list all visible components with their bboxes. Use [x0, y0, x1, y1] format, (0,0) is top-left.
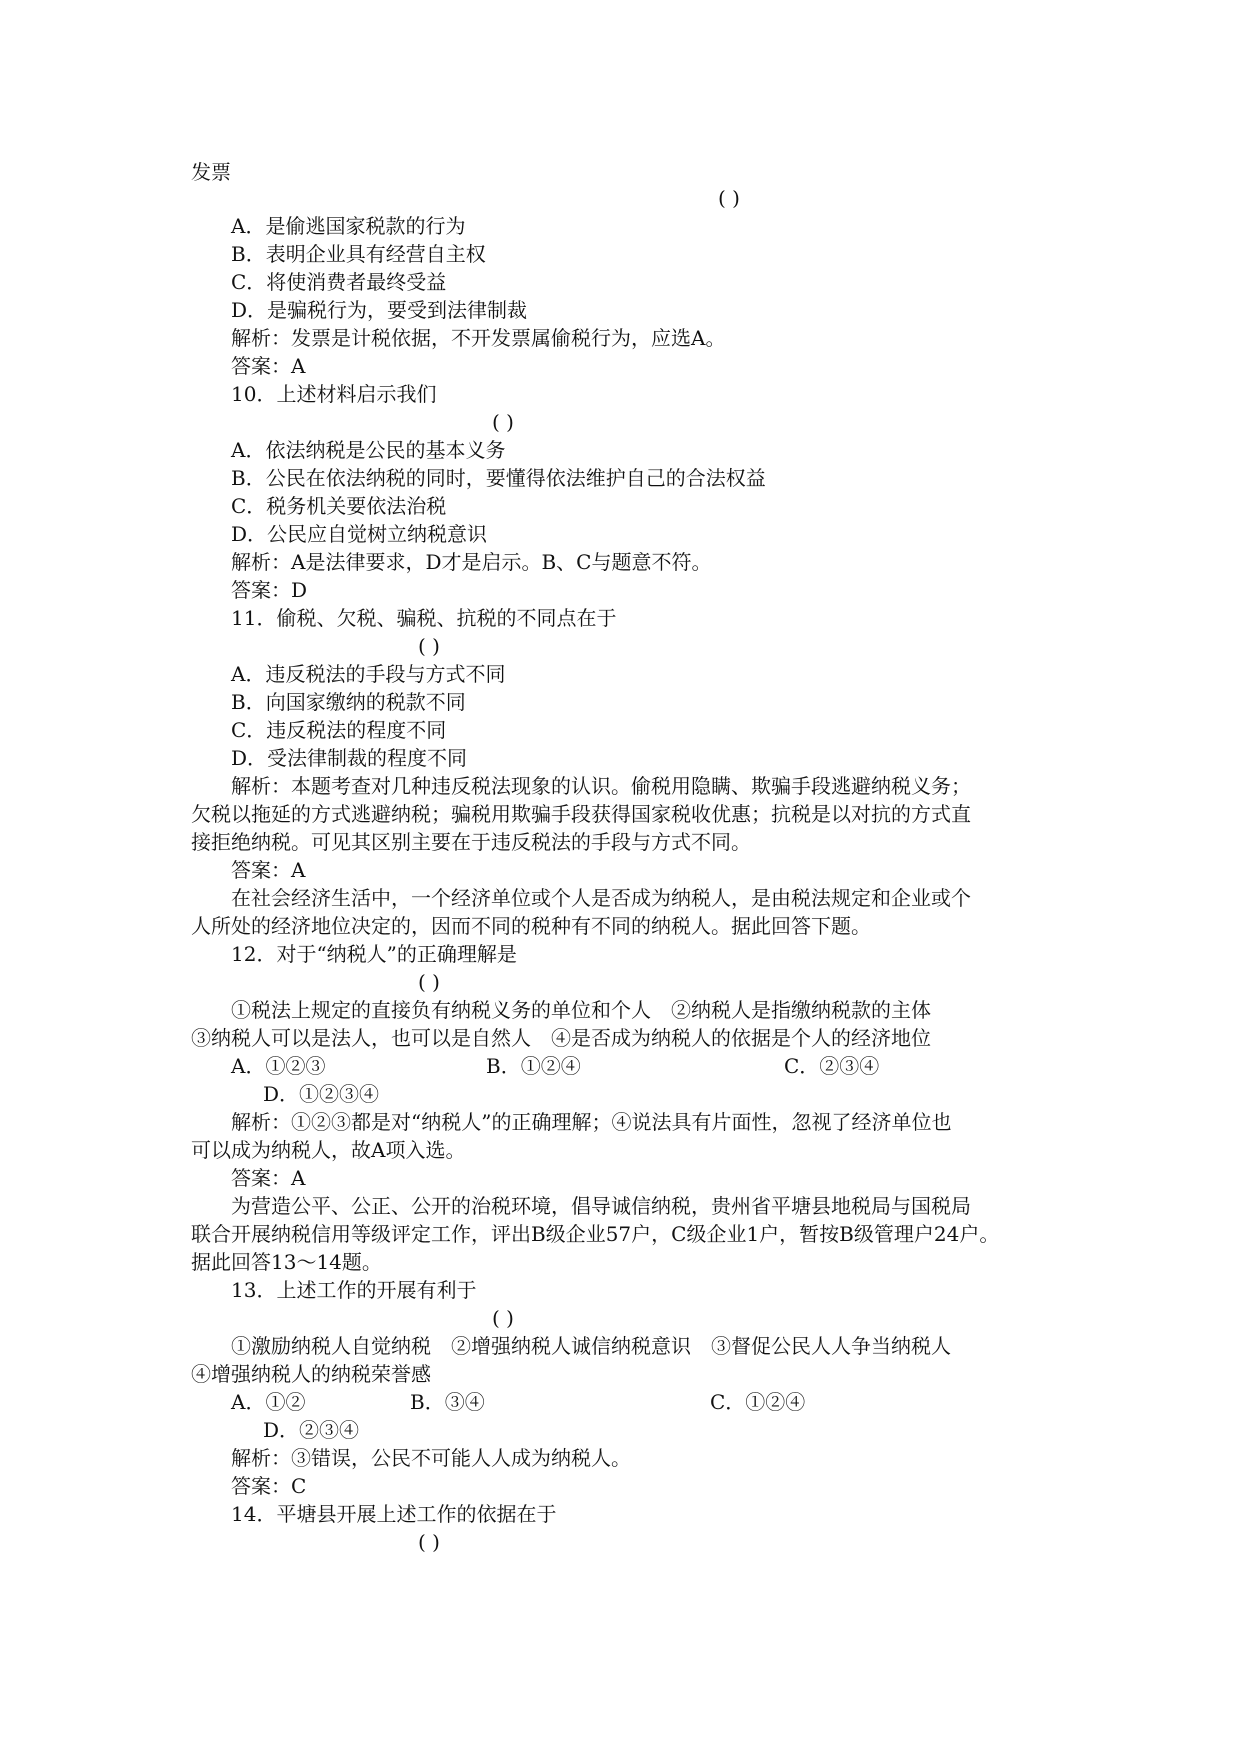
analysis-cont: 欠税以拖延的方式逃避纳税；骗税用欺骗手段获得国家税收优惠；抗税是以对抗的方式直 [191, 802, 971, 826]
option-c: C．税务机关要依法治税 [231, 494, 447, 518]
statements: ④增强纳税人的纳税荣誉感 [191, 1362, 431, 1386]
material-text: 据此回答13～14题。 [191, 1250, 382, 1274]
option-a: A．是偷逃国家税款的行为 [231, 214, 466, 238]
option-b: B．表明企业具有经营自主权 [231, 242, 486, 266]
answer-bracket: ( ) [492, 410, 514, 434]
option-b: B．③④ [410, 1390, 485, 1414]
option-d: D．是骗税行为，要受到法律制裁 [231, 298, 528, 322]
analysis: 解析：③错误，公民不可能人人成为纳税人。 [231, 1446, 631, 1470]
question-13: 13．上述工作的开展有利于 [231, 1278, 477, 1302]
question-12: 12．对于“纳税人”的正确理解是 [231, 942, 517, 966]
material-text: 在社会经济生活中，一个经济单位或个人是否成为纳税人，是由税法规定和企业或个 [231, 886, 971, 910]
question-10: 10．上述材料启示我们 [231, 382, 437, 406]
option-c: C．②③④ [784, 1054, 880, 1078]
answer-bracket: ( ) [718, 186, 740, 210]
option-b: B．公民在依法纳税的同时，要懂得依法维护自己的合法权益 [231, 466, 766, 490]
option-d: D．受法律制裁的程度不同 [231, 746, 468, 770]
material-text: 为营造公平、公正、公开的治税环境，倡导诚信纳税，贵州省平塘县地税局与国税局 [231, 1194, 971, 1218]
material-text: 联合开展纳税信用等级评定工作，评出B级企业57户，C级企业1户，暂按B级管理户24户。 [191, 1222, 1000, 1246]
answer-bracket: ( ) [492, 1306, 514, 1330]
question-14: 14．平塘县开展上述工作的依据在于 [231, 1502, 557, 1526]
analysis: 解析：发票是计税依据，不开发票属偷税行为，应选A。 [231, 326, 726, 350]
analysis: 解析：本题考查对几种违反税法现象的认识。偷税用隐瞒、欺骗手段逃避纳税义务； [231, 774, 971, 798]
option-c: C．违反税法的程度不同 [231, 718, 447, 742]
answer-bracket: ( ) [418, 970, 440, 994]
answer: 答案：D [231, 578, 308, 602]
text-line: 发票 [191, 160, 231, 184]
answer: 答案：A [231, 858, 306, 882]
answer: 答案：A [231, 354, 306, 378]
answer-bracket: ( ) [418, 634, 440, 658]
statements: ③纳税人可以是法人，也可以是自然人 ④是否成为纳税人的依据是个人的经济地位 [191, 1026, 931, 1050]
answer: 答案：C [231, 1474, 307, 1498]
option-d: D．②③④ [263, 1418, 360, 1442]
question-11: 11．偷税、欠税、骗税、抗税的不同点在于 [231, 606, 617, 630]
answer: 答案：A [231, 1166, 306, 1190]
option-b: B．向国家缴纳的税款不同 [231, 690, 466, 714]
option-c: C．①②④ [710, 1390, 806, 1414]
option-d: D．①②③④ [263, 1082, 380, 1106]
analysis: 解析：A是法律要求，D才是启示。B、C与题意不符。 [231, 550, 712, 574]
option-a: A．①②③ [231, 1054, 326, 1078]
answer-bracket: ( ) [418, 1530, 440, 1554]
statements: ①税法上规定的直接负有纳税义务的单位和个人 ②纳税人是指缴纳税款的主体 [231, 998, 931, 1022]
option-b: B．①②④ [486, 1054, 581, 1078]
analysis-cont: 接拒绝纳税。可见其区别主要在于违反税法的手段与方式不同。 [191, 830, 751, 854]
option-d: D．公民应自觉树立纳税意识 [231, 522, 488, 546]
analysis-cont: 可以成为纳税人，故A项入选。 [191, 1138, 466, 1162]
statements: ①激励纳税人自觉纳税 ②增强纳税人诚信纳税意识 ③督促公民人人争当纳税人 [231, 1334, 951, 1358]
option-a: A．①② [231, 1390, 306, 1414]
analysis: 解析：①②③都是对“纳税人”的正确理解；④说法具有片面性，忽视了经济单位也 [231, 1110, 952, 1134]
option-c: C．将使消费者最终受益 [231, 270, 447, 294]
option-a: A．依法纳税是公民的基本义务 [231, 438, 506, 462]
material-text: 人所处的经济地位决定的，因而不同的税种有不同的纳税人。据此回答下题。 [191, 914, 871, 938]
option-a: A．违反税法的手段与方式不同 [231, 662, 506, 686]
